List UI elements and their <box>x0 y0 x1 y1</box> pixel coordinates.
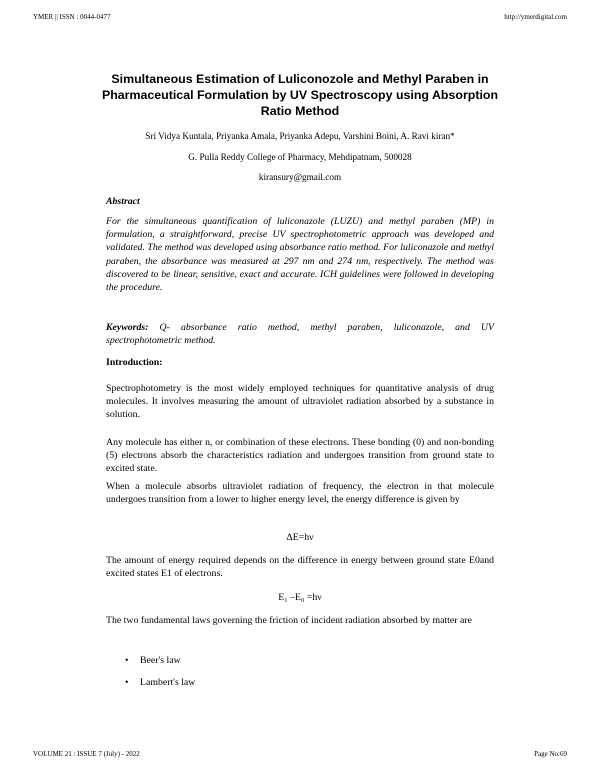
keywords <box>106 321 494 347</box>
intro-paragraph-3: When a molecule absorbs ultraviolet radiation of frequency, the electron in that molecule undergoes transition from a lower to higher energy level, the energy difference is given by <box>106 481 494 506</box>
intro-paragraph-4: The amount of energy required depends on the difference in energy between ground state E0and excited states E1 of electrons. <box>106 555 494 580</box>
intro-paragraph-2: Any molecule has either n, or combination of these electrons. These bonding (0) and non-bonding (5) electrons absorb the characteristics radiation and undergoes transition from ground state to excited state. <box>106 437 494 475</box>
affiliation: G. Pulla Reddy College of Pharmacy, Mehdipatnam, 500028 <box>188 152 412 162</box>
list-item-text: Beer's law <box>140 655 181 666</box>
abstract-text: For the simultaneous quantification of luliconazole (LUZU) and methyl paraben (MP) in formulation, a straightforward, precise UV spectrophotometric approach was developed and validated. The method was developed using absorbance ratio method. For luliconazole and methyl paraben, the absorbance was measured at 297 nm and 274 nm, respectively. The method was discovered to be linear, sensitive, exact and accurate. ICH guidelines were followed in developing the procedure. <box>106 216 494 294</box>
list-item <box>125 677 195 688</box>
bullet-icon: • <box>125 677 129 688</box>
journal-url: http://ymerdigital.com <box>504 13 567 21</box>
page-number: Page No:69 <box>534 750 567 758</box>
equation-1: ΔE=hν <box>286 532 314 543</box>
equation-2: E₁ –E₀ =hν <box>278 592 322 603</box>
intro-paragraph-5: The two fundamental laws governing the friction of incident radiation absorbed by matter are <box>106 615 472 626</box>
bullet-icon: • <box>125 655 129 666</box>
authors: Sri Vidya Kuntala, Priyanka Amala, Priyanka Adepu, Varshini Boini, A. Ravi kiran* <box>145 131 455 141</box>
keywords-label: Keywords: <box>106 322 149 333</box>
journal-header: YMER || ISSN : 0044-0477 <box>33 13 111 21</box>
list-item <box>125 655 181 666</box>
volume-footer: VOLUME 21 : ISSUE 7 (July) - 2022 <box>33 750 140 758</box>
keywords-text: Q- absorbance ratio method, methyl paraben, luliconazole, and UV spectrophotometric method. <box>106 322 494 347</box>
paper-title: Simultaneous Estimation of Luliconozole and Methyl Paraben in Pharmaceutical Formulation by UV Spectroscopy using Absorption Ratio Method <box>101 72 499 118</box>
intro-paragraph-1: Spectrophotometry is the most widely employed techniques for quantitative analysis of drug molecules. It involves measuring the amount of ultraviolet radiation absorbed by a substance in solution. <box>106 383 494 421</box>
email: kiransury@gmail.com <box>258 172 342 182</box>
list-item-text: Lambert's law <box>140 677 196 688</box>
abstract-heading: Abstract <box>106 196 140 207</box>
introduction-heading: Introduction: <box>106 357 163 368</box>
